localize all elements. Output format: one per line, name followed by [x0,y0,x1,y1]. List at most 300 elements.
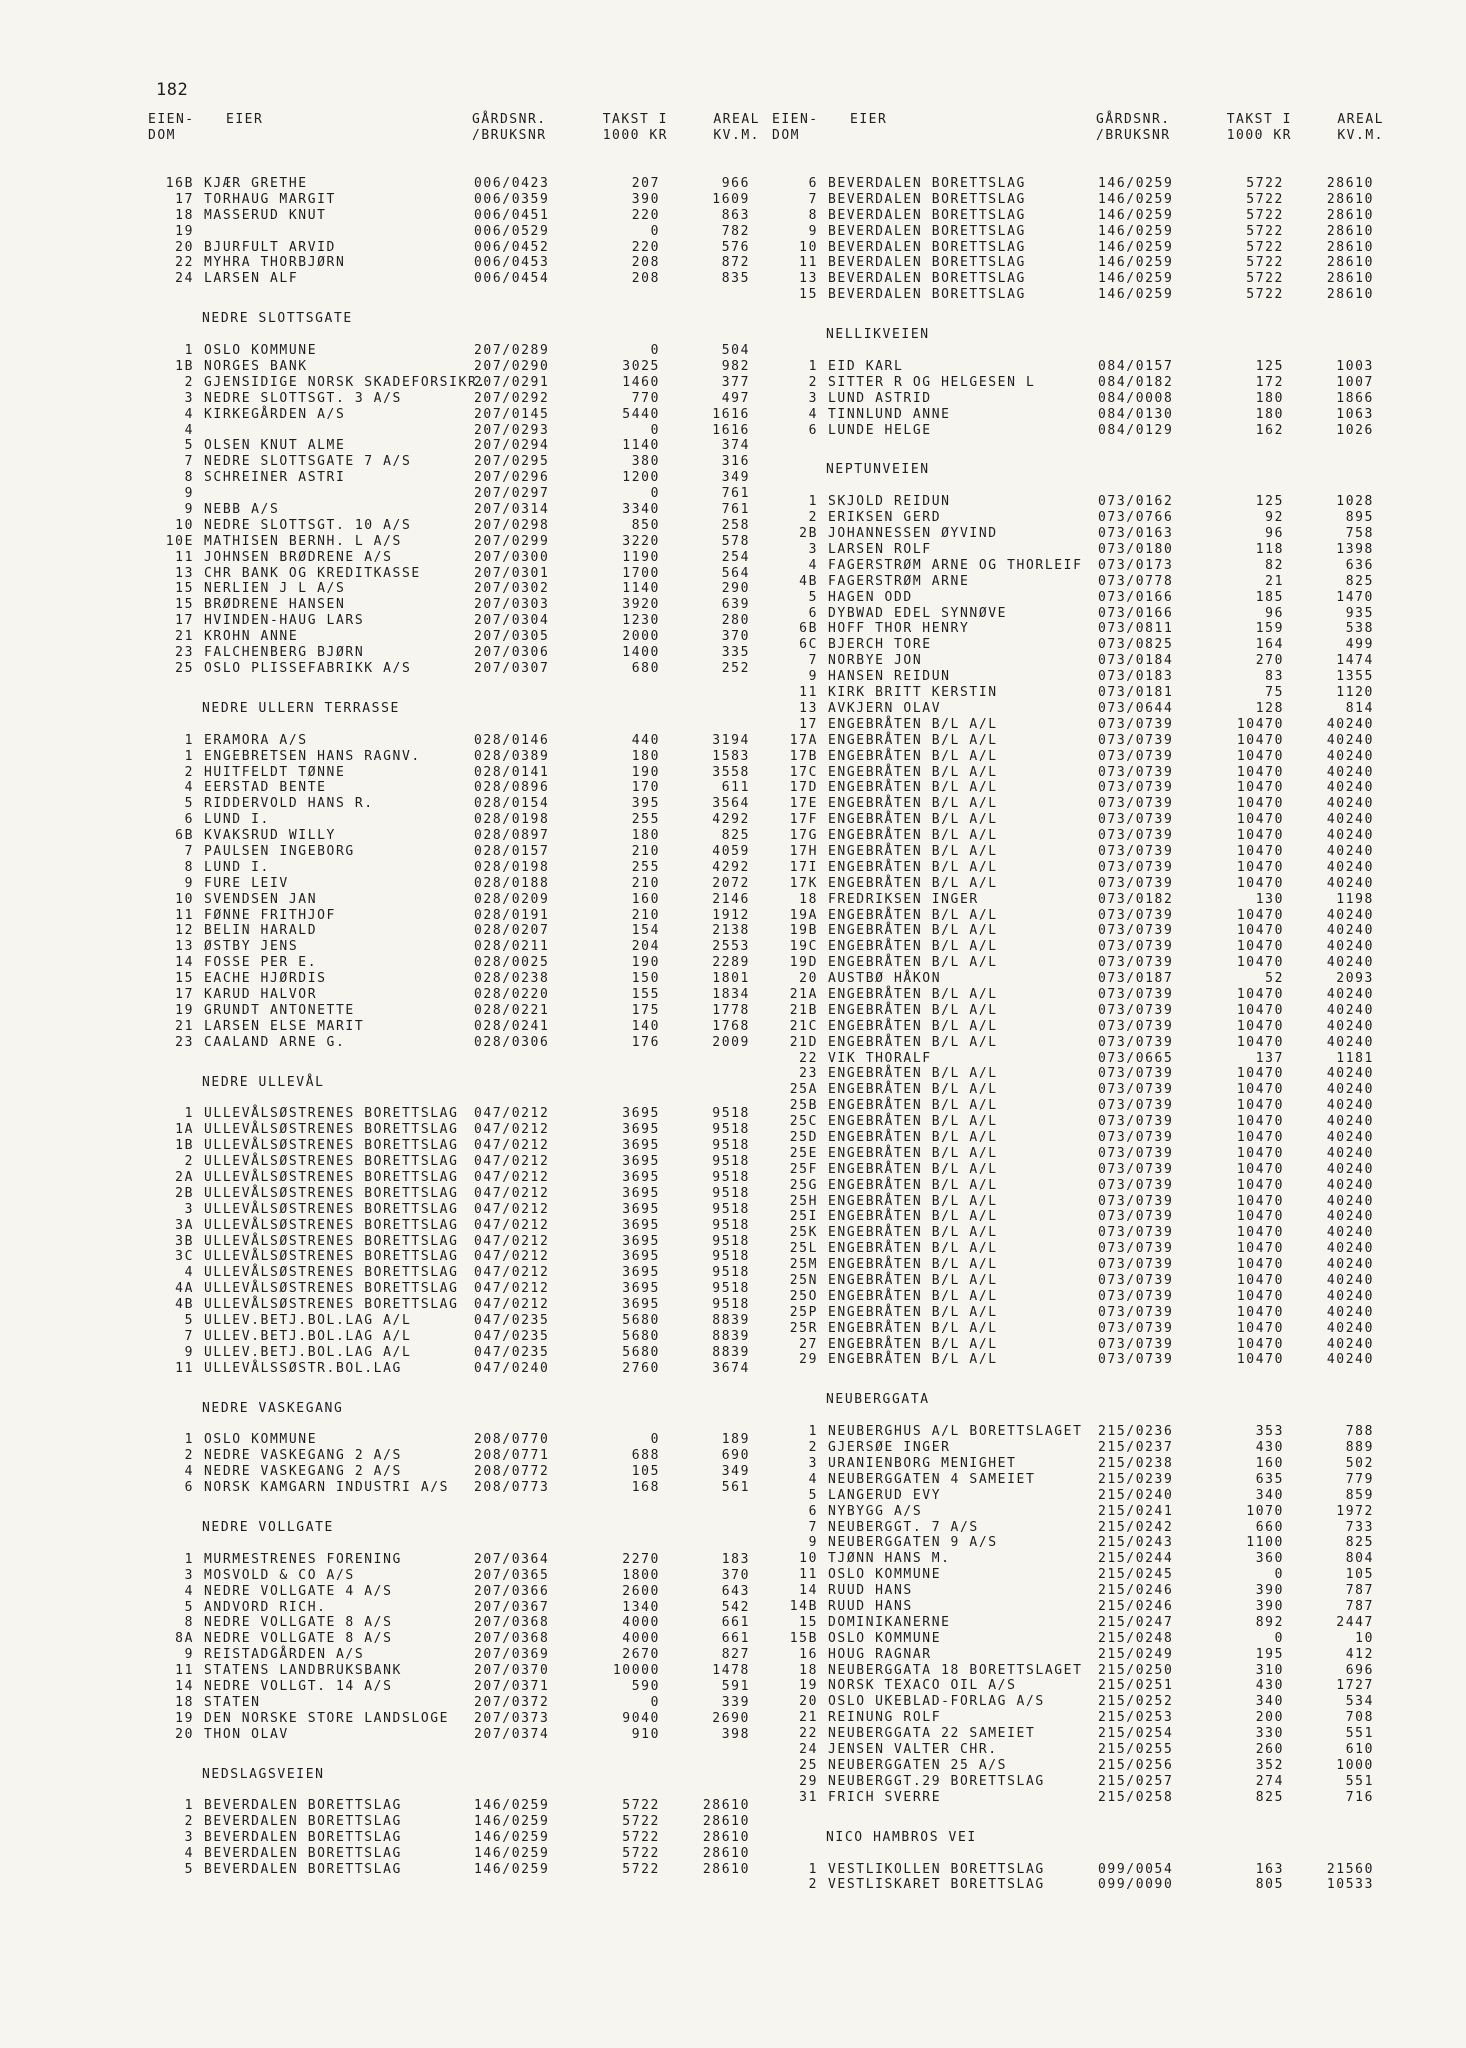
cell-owner: ENGEBRÅTEN B/L A/L [828,1129,998,1145]
cell-areal: 40240 [1326,1257,1374,1273]
cell-owner: ENGEBRÅTEN B/L A/L [828,1018,998,1034]
cell-areal: 9518 [712,1217,750,1233]
cell-takst: 10470 [1236,1034,1284,1050]
cell-takst: 5722 [1246,239,1284,255]
cell-owner: ENGEBRÅTEN B/L A/L [828,764,998,780]
cell-property-number: 1 [808,1861,818,1877]
cell-gards-bruksnr: 028/0897 [474,828,550,844]
cell-property-number: 23 [175,1034,194,1050]
cell-takst: 390 [1255,1583,1284,1599]
cell-gards-bruksnr: 207/0304 [474,613,550,629]
cell-owner: NEDRE VOLLGATE 8 A/S [204,1615,393,1631]
cell-gards-bruksnr: 073/0766 [1098,510,1174,526]
table-row [148,1281,788,1297]
cell-areal: 661 [721,1631,750,1647]
cell-takst: 274 [1255,1773,1284,1789]
cell-takst: 3220 [622,533,660,549]
table-row [772,1241,1412,1257]
cell-areal: 825 [1345,573,1374,589]
cell-owner: RUUD HANS [828,1583,913,1599]
cell-owner: BELIN HARALD [204,923,318,939]
cell-takst: 5680 [622,1328,660,1344]
cell-takst: 910 [631,1726,660,1742]
table-row [148,1679,788,1695]
table-row [148,1122,788,1138]
cell-gards-bruksnr: 207/0300 [474,549,550,565]
cell-areal: 1616 [712,406,750,422]
table-row [148,1568,788,1584]
cell-property-number: 15B [789,1630,818,1646]
cell-areal: 2072 [712,875,750,891]
cell-property-number: 6B [799,621,818,637]
cell-areal: 370 [721,629,750,645]
cell-gards-bruksnr: 073/0739 [1098,1145,1174,1161]
cell-owner: SCHREINER ASTRI [204,470,346,486]
table-row [148,812,788,828]
table-row [772,844,1412,860]
cell-owner: REINUNG ROLF [828,1710,942,1726]
cell-areal: 40240 [1326,1352,1374,1368]
cell-gards-bruksnr: 146/0259 [1098,239,1174,255]
cell-owner: BRØDRENE HANSEN [204,597,346,613]
cell-takst: 5722 [1246,191,1284,207]
cell-gards-bruksnr: 028/0238 [474,971,550,987]
cell-property-number: 18 [799,1662,818,1678]
cell-gards-bruksnr: 207/0368 [474,1615,550,1631]
table-row [772,1663,1412,1679]
cell-property-number: 1 [808,1424,818,1440]
cell-owner: DYBWAD EDEL SYNNØVE [828,605,1008,621]
cell-takst: 0 [650,486,660,502]
cell-owner: NEDRE SLOTTSGATE 7 A/S [204,454,412,470]
cell-areal: 1778 [712,1002,750,1018]
cell-owner: ENGEBRÅTEN B/L A/L [828,1304,998,1320]
cell-areal: 1028 [1336,494,1374,510]
cell-takst: 220 [631,207,660,223]
table-row [772,701,1412,717]
cell-areal: 4059 [712,843,750,859]
cell-owner: NEDRE SLOTTSGT. 3 A/S [204,390,402,406]
table-row [772,192,1412,208]
cell-areal: 779 [1345,1471,1374,1487]
cell-property-number: 6 [808,1503,818,1519]
cell-property-number: 5 [184,796,194,812]
cell-takst: 255 [631,859,660,875]
cell-gards-bruksnr: 028/0146 [474,732,550,748]
table-row [148,876,788,892]
cell-takst: 10470 [1236,828,1284,844]
cell-owner: BEVERDALEN BORETTSLAG [828,287,1026,303]
cell-property-number: 29 [799,1773,818,1789]
cell-areal: 835 [721,271,750,287]
cell-areal: 40240 [1326,1209,1374,1225]
cell-areal: 788 [1345,1424,1374,1440]
cell-property-number: 1 [184,1432,194,1448]
cell-gards-bruksnr: 207/0364 [474,1551,550,1567]
cell-areal: 40240 [1326,986,1374,1002]
cell-areal: 40240 [1326,1336,1374,1352]
cell-property-number: 7 [808,653,818,669]
table-row [772,653,1412,669]
cell-owner: ULLEVÅLSØSTRENES BORETTSLAG [204,1122,459,1138]
cell-takst: 155 [631,986,660,1002]
cell-takst: 3695 [622,1138,660,1154]
cell-owner: RIDDERVOLD HANS R. [204,796,374,812]
cell-property-number: 4B [799,573,818,589]
cell-areal: 497 [721,390,750,406]
cell-owner: BEVERDALEN BORETTSLAG [828,207,1026,223]
cell-takst: 353 [1255,1424,1284,1440]
cell-takst: 10470 [1236,1066,1284,1082]
cell-takst: 5722 [1246,287,1284,303]
cell-takst: 150 [631,971,660,987]
cell-takst: 688 [631,1448,660,1464]
cell-property-number: 24 [799,1742,818,1758]
cell-property-number: 13 [175,939,194,955]
cell-owner: GRUNDT ANTONETTE [204,1002,355,1018]
cell-areal: 9518 [712,1249,750,1265]
cell-areal: 591 [721,1679,750,1695]
table-row [148,1106,788,1122]
cell-owner: HOUG RAGNAR [828,1646,932,1662]
cell-areal: 40240 [1326,907,1374,923]
cell-owner: ENGEBRÅTEN B/L A/L [828,907,998,923]
cell-takst: 10470 [1236,780,1284,796]
table-row [148,1154,788,1170]
cell-takst: 340 [1255,1694,1284,1710]
street-heading: NEDRE ULLERN TERRASSE [202,700,400,716]
cell-takst: 360 [1255,1551,1284,1567]
table-row [148,860,788,876]
cell-property-number: 17K [789,875,818,891]
cell-areal: 2690 [712,1710,750,1726]
cell-property-number: 11 [175,1360,194,1376]
cell-areal: 825 [721,828,750,844]
cell-gards-bruksnr: 215/0256 [1098,1757,1174,1773]
cell-owner: ULLEVÅLSØSTRENES BORETTSLAG [204,1265,459,1281]
header-nr: EIEN- DOM [148,112,195,143]
table-row [772,1051,1412,1067]
cell-takst: 2270 [622,1551,660,1567]
table-row [772,1742,1412,1758]
table-row [772,558,1412,574]
cell-takst: 5680 [622,1313,660,1328]
cell-owner: NYBYGG A/S [828,1503,923,1519]
cell-takst: 5722 [622,1798,660,1814]
cell-takst: 255 [631,812,660,828]
table-row [772,1209,1412,1225]
cell-gards-bruksnr: 207/0305 [474,629,550,645]
table-row [772,1225,1412,1241]
table-row [148,971,788,987]
cell-property-number: 20 [799,971,818,987]
cell-takst: 3695 [622,1249,660,1265]
cell-takst: 10470 [1236,1225,1284,1241]
table-row [148,1003,788,1019]
cell-property-number: 16 [799,1646,818,1662]
right-rows [772,176,1412,1893]
cell-gards-bruksnr: 073/0739 [1098,780,1174,796]
cell-owner: BEVERDALEN BORETTSLAG [828,176,1026,191]
cell-owner: LARSEN ALF [204,271,299,287]
cell-owner: MOSVOLD & CO A/S [204,1567,355,1583]
cell-property-number: 2 [808,374,818,390]
cell-owner: ERAMORA A/S [204,732,308,748]
table-row [148,749,788,765]
street-heading: NELLIKVEIEN [826,327,930,343]
cell-areal: 895 [1345,510,1374,526]
cell-areal: 804 [1345,1551,1374,1567]
cell-property-number: 17D [789,780,818,796]
table-row [148,645,788,661]
cell-property-number: 5 [184,1862,194,1878]
cell-gards-bruksnr: 073/0739 [1098,1018,1174,1034]
cell-areal: 40240 [1326,875,1374,891]
table-row [772,1504,1412,1520]
table-row [772,1194,1412,1210]
cell-owner: OSLO KOMMUNE [204,1432,318,1448]
cell-property-number: 25K [789,1225,818,1241]
cell-areal: 561 [721,1480,750,1496]
cell-property-number: 25D [789,1129,818,1145]
cell-property-number: 25F [789,1161,818,1177]
cell-owner: KROHN ANNE [204,629,299,645]
cell-owner: ULLEVÅLSØSTRENES BORETTSLAG [204,1233,459,1249]
cell-takst: 2760 [622,1360,660,1376]
cell-areal: 258 [721,517,750,533]
table-row [772,1114,1412,1130]
cell-owner: LUND ASTRID [828,390,932,406]
cell-takst: 10470 [1236,1257,1284,1273]
cell-owner: NORGES BANK [204,359,308,375]
cell-areal: 9518 [712,1297,750,1313]
cell-owner: KIRK BRITT KERSTIN [828,685,998,701]
cell-takst: 180 [631,828,660,844]
table-row [148,470,788,486]
cell-takst: 0 [650,1432,660,1448]
cell-gards-bruksnr: 207/0297 [474,486,550,502]
cell-gards-bruksnr: 047/0212 [474,1201,550,1217]
cell-property-number: 20 [799,1694,818,1710]
cell-owner: MURMESTRENES FORENING [204,1551,402,1567]
header-areal: AREAL KV.M. [713,112,760,143]
cell-takst: 10470 [1236,875,1284,891]
cell-property-number: 4 [184,1265,194,1281]
cell-owner: NEDRE VOLLGATE 8 A/S [204,1631,393,1647]
table-row [772,749,1412,765]
cell-gards-bruksnr: 073/0739 [1098,1257,1174,1273]
cell-owner: ULLEV.BETJ.BOL.LAG A/L [204,1328,412,1344]
cell-areal: 661 [721,1615,750,1631]
header-gard: GÅRDSNR. /BRUKSNR [472,112,547,143]
cell-areal: 8839 [712,1344,750,1360]
cell-takst: 10470 [1236,955,1284,971]
cell-gards-bruksnr: 208/0771 [474,1448,550,1464]
table-row [148,550,788,566]
cell-property-number: 8 [184,1615,194,1631]
table-row [772,510,1412,526]
table-row [772,1472,1412,1488]
cell-areal: 733 [1345,1519,1374,1535]
cell-gards-bruksnr: 215/0249 [1098,1646,1174,1662]
cell-property-number: 4 [808,557,818,573]
cell-areal: 8839 [712,1313,750,1328]
cell-areal: 40240 [1326,748,1374,764]
cell-areal: 370 [721,1567,750,1583]
cell-areal: 716 [1345,1789,1374,1805]
table-row [772,1774,1412,1790]
cell-gards-bruksnr: 073/0739 [1098,732,1174,748]
cell-gards-bruksnr: 047/0235 [474,1344,550,1360]
cell-property-number: 9 [184,1344,194,1360]
cell-takst: 1230 [622,613,660,629]
cell-gards-bruksnr: 073/0184 [1098,653,1174,669]
cell-owner: BJERCH TORE [828,637,932,653]
cell-takst: 96 [1265,605,1284,621]
cell-property-number: 7 [808,1519,818,1535]
cell-owner: ENGEBRETSEN HANS RAGNV. [204,748,421,764]
cell-gards-bruksnr: 073/0166 [1098,589,1174,605]
cell-property-number: 1 [184,1106,194,1122]
cell-areal: 1834 [712,986,750,1002]
cell-owner: JOHNSEN BRØDRENE A/S [204,549,393,565]
cell-areal: 40240 [1326,732,1374,748]
table-row [772,542,1412,558]
cell-takst: 9040 [622,1710,660,1726]
cell-owner: ENGEBRÅTEN B/L A/L [828,828,998,844]
cell-gards-bruksnr: 073/0739 [1098,1241,1174,1257]
table-row [772,1289,1412,1305]
table-row [148,661,788,677]
cell-owner: LANGERUD EVY [828,1487,942,1503]
cell-takst: 208 [631,255,660,271]
cell-owner: TJØNN HANS M. [828,1551,951,1567]
cell-areal: 28610 [702,1830,750,1846]
cell-owner: FØNNE FRITHJOF [204,907,336,923]
cell-property-number: 22 [799,1050,818,1066]
cell-gards-bruksnr: 146/0259 [1098,255,1174,271]
cell-takst: 3695 [622,1169,660,1185]
cell-gards-bruksnr: 207/0290 [474,359,550,375]
cell-takst: 660 [1255,1519,1284,1535]
cell-areal: 1768 [712,1018,750,1034]
table-row [772,1098,1412,1114]
cell-owner: ENGEBRÅTEN B/L A/L [828,1209,998,1225]
table-row [148,844,788,860]
cell-owner: ULLEVÅLSØSTRENES BORETTSLAG [204,1138,459,1154]
cell-areal: 4292 [712,859,750,875]
table-row [772,765,1412,781]
cell-takst: 208 [631,271,660,287]
cell-areal: 40240 [1326,1225,1374,1241]
cell-owner: ENGEBRÅTEN B/L A/L [828,1336,998,1352]
cell-gards-bruksnr: 207/0368 [474,1631,550,1647]
cell-property-number: 6 [808,605,818,621]
cell-owner: BEVERDALEN BORETTSLAG [204,1846,402,1862]
cell-takst: 207 [631,176,660,191]
cell-takst: 770 [631,390,660,406]
table-row [772,574,1412,590]
street-heading: NEDRE SLOTTSGATE [202,311,353,327]
cell-takst: 140 [631,1018,660,1034]
cell-areal: 28610 [702,1862,750,1878]
cell-owner: LUND I. [204,812,270,828]
cell-property-number: 4 [808,1471,818,1487]
cell-owner: JOHANNESSEN ØYVIND [828,526,998,542]
cell-takst: 185 [1255,589,1284,605]
cell-owner: ENGEBRÅTEN B/L A/L [828,859,998,875]
cell-takst: 680 [631,660,660,676]
cell-gards-bruksnr: 073/0739 [1098,1082,1174,1098]
cell-owner: ULLEVÅLSØSTRENES BORETTSLAG [204,1297,459,1313]
table-row [148,208,788,224]
table-row [148,375,788,391]
cell-gards-bruksnr: 215/0246 [1098,1599,1174,1615]
table-row [148,255,788,271]
cell-property-number: 21B [789,1002,818,1018]
cell-areal: 28610 [1326,287,1374,303]
cell-areal: 40240 [1326,1002,1374,1018]
cell-areal: 40240 [1326,843,1374,859]
cell-owner: FAGERSTRØM ARNE OG THORLEIF [828,557,1083,573]
cell-areal: 28610 [1326,255,1374,271]
cell-areal: 576 [721,239,750,255]
cell-property-number: 1 [184,732,194,748]
cell-areal: 189 [721,1432,750,1448]
cell-owner: TINNLUND ANNE [828,406,951,422]
cell-areal: 9518 [712,1281,750,1297]
cell-gards-bruksnr: 073/0739 [1098,828,1174,844]
table-row [772,494,1412,510]
table-row [148,1361,788,1377]
cell-property-number: 19 [175,223,194,239]
table-row [772,1337,1412,1353]
cell-takst: 10470 [1236,923,1284,939]
cell-takst: 200 [1255,1710,1284,1726]
cell-property-number: 1 [184,343,194,359]
cell-gards-bruksnr: 099/0090 [1098,1877,1174,1893]
cell-areal: 1616 [712,422,750,438]
cell-owner: ULLEVÅLSØSTRENES BORETTSLAG [204,1281,459,1297]
cell-property-number: 21C [789,1018,818,1034]
cell-property-number: 5 [184,1313,194,1328]
cell-property-number: 17 [175,986,194,1002]
cell-gards-bruksnr: 073/0811 [1098,621,1174,637]
cell-gards-bruksnr: 084/0129 [1098,422,1174,438]
cell-takst: 0 [650,343,660,359]
cell-takst: 850 [631,517,660,533]
cell-takst: 10470 [1236,764,1284,780]
table-row [772,359,1412,375]
cell-property-number: 11 [175,907,194,923]
cell-gards-bruksnr: 073/0739 [1098,764,1174,780]
cell-owner: KARUD HALVOR [204,986,318,1002]
cell-property-number: 8 [808,207,818,223]
table-row [772,1424,1412,1440]
cell-owner: VIK THORALF [828,1050,932,1066]
cell-gards-bruksnr: 028/0191 [474,907,550,923]
cell-property-number: 4 [184,1464,194,1480]
cell-takst: 3695 [622,1217,660,1233]
cell-takst: 210 [631,907,660,923]
cell-areal: 825 [1345,1535,1374,1551]
cell-gards-bruksnr: 073/0739 [1098,1273,1174,1288]
cell-areal: 859 [1345,1487,1374,1503]
cell-areal: 534 [1345,1694,1374,1710]
cell-property-number: 6 [808,422,818,438]
cell-takst: 805 [1255,1877,1284,1893]
cell-property-number: 2B [799,526,818,542]
